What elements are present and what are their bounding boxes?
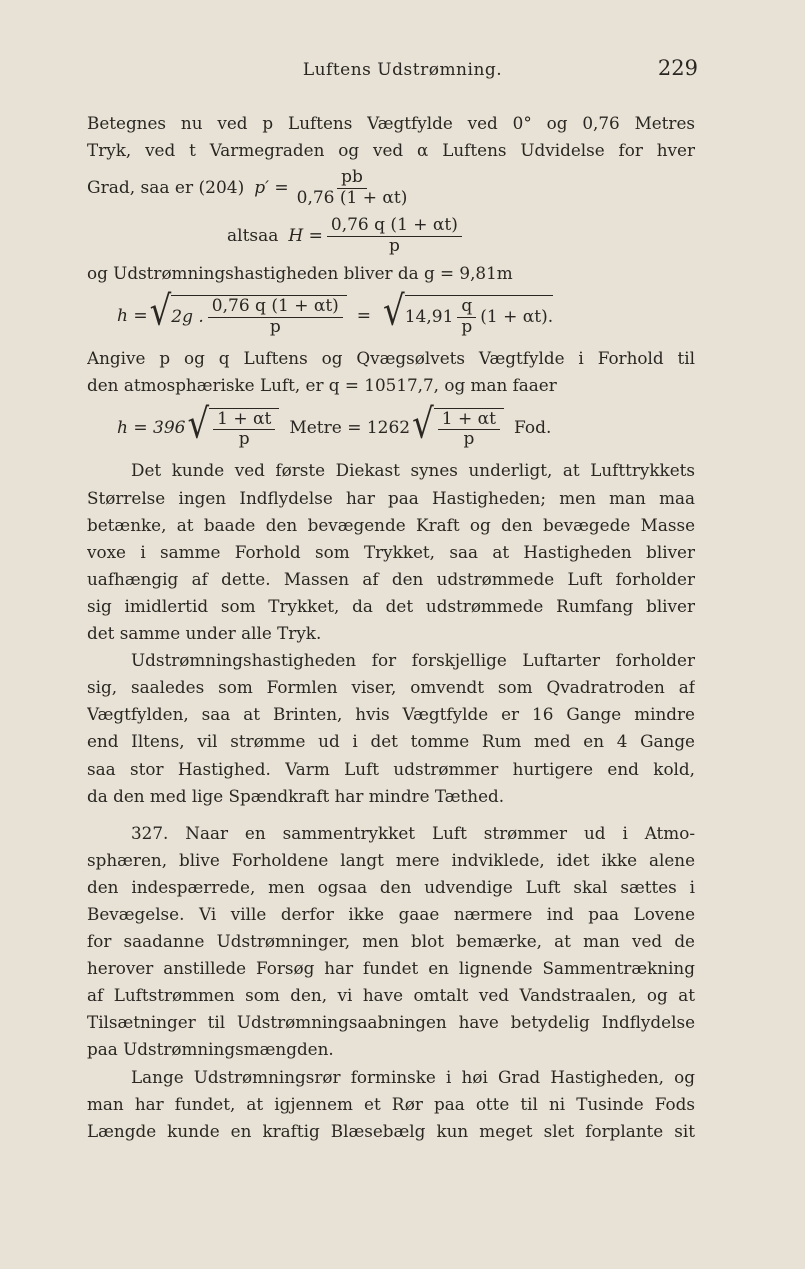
text-line: Tryk, ved t Varmegraden og ved α Luftens Udvidelse for hver (87, 140, 695, 161)
text-line: Længde kunde en kraftig Blæsebælg kun meget slet forplante sit (87, 1120, 695, 1141)
page-body (87, 110, 695, 1145)
text-line: for saadanne Udstrømninger, men blot bemærke, at man ved de (87, 931, 695, 952)
text-line: voxe i samme Forhold som Trykket, saa at Hastigheden bliver (87, 541, 695, 562)
fraction-numerator: pb (337, 169, 367, 189)
text-line: Størrelse ingen Indflydelse har paa Hastigheden; men man maa (87, 487, 695, 508)
square-root (149, 287, 347, 338)
fraction-denominator: p (238, 429, 250, 450)
text-line: paa Udstrømningsmængden. (87, 1039, 334, 1060)
text-line: Angive p og q Luftens og Qvægsølvets Vægtfylde i Forhold til (87, 348, 695, 369)
fraction-numerator: 0,76 q (1 + αt) (208, 298, 343, 318)
formula-numerisk (87, 399, 695, 457)
fraction-numerator: 0,76 q (1 + αt) (327, 217, 462, 237)
fraction (208, 298, 343, 337)
square-root (412, 399, 504, 450)
running-head (0, 56, 805, 86)
text-line: betænke, at baade den bevægende Kraft og den bevægede Masse (87, 514, 695, 535)
unit-fod: Fod. (513, 417, 552, 438)
text-line: den atmosphæriske Luft, er q = 10517,7, og man faaer (87, 375, 557, 396)
text-line: sphæren, blive Forholdene langt mere indviklede, idet ikke alene (87, 849, 695, 870)
fraction-numerator: 1 + αt (213, 411, 275, 431)
formula-lhs: H = (288, 225, 323, 246)
text-line: Udstrømningshastigheden for forskjellige Luftarter forholder (131, 650, 695, 671)
fraction-numerator: 1 + αt (438, 411, 500, 431)
radicand-suffix: (1 + αt). (480, 307, 554, 328)
formula-lhs: h = (117, 305, 148, 326)
text-line: sig imidlertid som Trykket, da det udstrømmede Rumfang bliver (87, 595, 695, 616)
fraction-denominator: p (388, 235, 400, 256)
text-line: Betegnes nu ved p Luftens Vægtfylde ved 0° og 0,76 Metres (87, 113, 695, 133)
radical-sign-icon: √ (187, 399, 210, 448)
fraction-numerator: q (457, 298, 476, 318)
formula-vaegtfylde (87, 164, 695, 212)
fraction (213, 408, 275, 450)
text-line: uafhængig af dette. Massen af den udstrømmede Luft forholder (87, 568, 695, 589)
text-line: den indespærrede, men ogsaa den udvendige Luft skal sættes i (87, 876, 695, 897)
formula-hoejde (87, 212, 695, 260)
text-line: sig, saaledes som Formlen viser, omvendt som Qvadratroden af (87, 677, 695, 698)
square-root (187, 399, 279, 450)
text-line: Bevægelse. Vi ville derfor ikke gaae nærmere ind paa Lovene (87, 903, 695, 924)
page-number: 229 (657, 56, 698, 80)
text-line: man har fundet, at igjennem et Rør paa otte til ni Tusinde Fods (87, 1093, 695, 1114)
text-line: og Udstrømningshastigheden bliver da g = 9,81m (87, 263, 513, 284)
text-line: det samme under alle Tryk. (87, 623, 322, 644)
text-line: da den med lige Spændkraft har mindre Tæthed. (87, 785, 505, 806)
radicand-prefix: 2g . (171, 307, 204, 328)
radicand-prefix: 14,91 (404, 307, 454, 328)
formula-lead: Grad, saa er (204) (87, 177, 245, 198)
radical-sign-icon: √ (383, 287, 405, 336)
text-line: af Luftstrømmen som den, vi have omtalt ved Vandstraalen, og at (87, 985, 695, 1006)
equals-sign: = (356, 305, 372, 326)
text-line: end Iltens, vil strømme ud i det tomme Rum med en 4 Gange (87, 731, 695, 752)
text-line: Vægtfylden, saa at Brinten, hvis Vægtfylde er 16 Gange mindre (87, 704, 695, 725)
unit-metre: Metre = 1262 (289, 417, 411, 438)
fraction-denominator: p (461, 317, 473, 338)
text-line: Det kunde ved første Diekast synes underligt, at Lufttrykkets (131, 460, 695, 481)
fraction-denominator: 0,76 (1 + αt) (296, 187, 408, 208)
formula-lhs: h = 396 (117, 417, 186, 438)
fraction (327, 214, 462, 256)
fraction-denominator: p (463, 429, 475, 450)
text-line: saa stor Hastighed. Varm Luft udstrømmer hurtigere end kold, (87, 758, 695, 779)
text-line: 327. Naar en sammentrykket Luft strømmer ud i Atmo- (131, 822, 695, 843)
formula-hastighed (87, 287, 695, 345)
text-line: Tilsætninger til Udstrømningsaabningen have betydelig Indflydelse (87, 1012, 695, 1033)
text-line: herover anstillede Forsøg har fundet en lignende Sammentrækning (87, 958, 695, 979)
formula-lead: altsaa (227, 225, 279, 246)
fraction (438, 408, 500, 450)
text-line: Lange Udstrømningsrør forminske i høi Grad Hastigheden, og (131, 1066, 695, 1087)
running-title: Luftens Udstrømning. (302, 60, 503, 80)
formula-lhs: p′ = (254, 177, 289, 198)
radical-sign-icon: √ (149, 287, 172, 336)
fraction (293, 166, 412, 208)
fraction-denominator: p (269, 317, 281, 338)
square-root (383, 287, 554, 338)
fraction (457, 298, 476, 337)
radical-sign-icon: √ (412, 399, 434, 448)
